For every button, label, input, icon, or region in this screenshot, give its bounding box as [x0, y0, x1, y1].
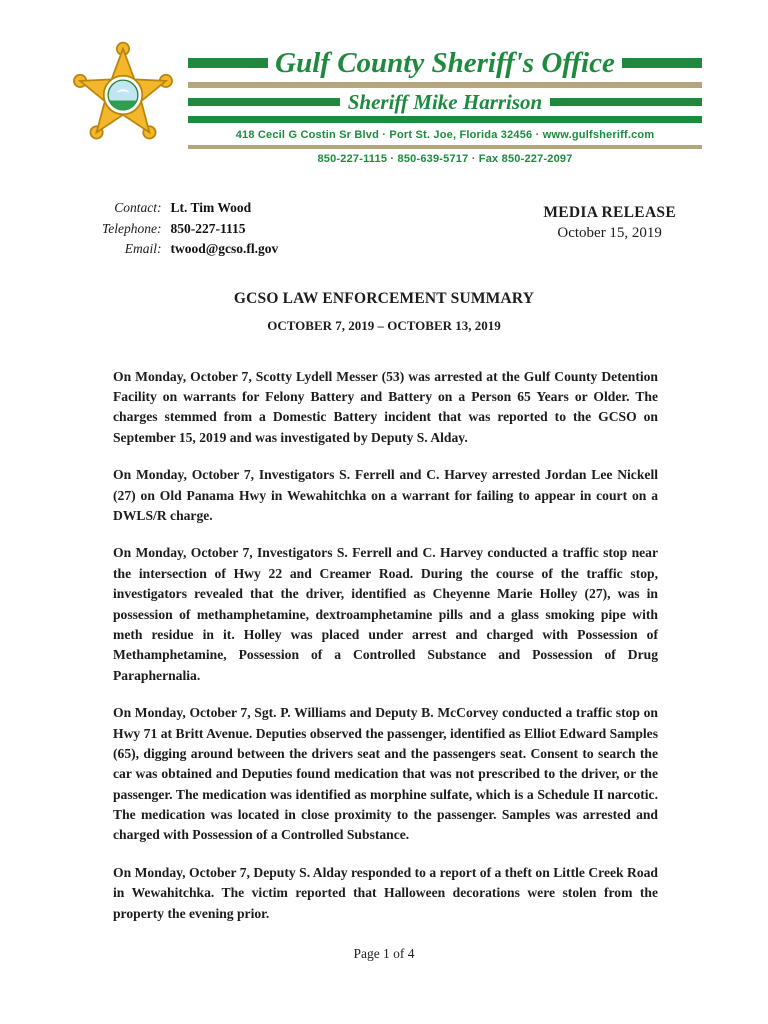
contact-section	[0, 171, 768, 258]
tan-rule	[188, 145, 702, 149]
document-date-range: OCTOBER 7, 2019 – OCTOBER 13, 2019	[267, 317, 501, 333]
org-name: Gulf County Sheriff's Office	[275, 47, 615, 79]
org-title-row	[188, 48, 702, 78]
letterhead-text	[188, 40, 702, 166]
document-body	[0, 334, 768, 924]
tan-stripe	[188, 82, 702, 88]
email-label: Email:	[124, 241, 162, 257]
page-number: Page 1 of 4	[353, 946, 415, 961]
sheriff-star-badge-icon	[68, 40, 178, 171]
body-paragraph: On Monday, October 7, Investigators S. Ferrell and C. Harvey arrested Jordan Lee Nickell (27) on Old Panama Hwy in Wewahitchka on a warrant for failing to appear in court on a DWLS/R charge.	[113, 467, 658, 523]
body-paragraph: On Monday, October 7, Investigators S. Ferrell and C. Harvey conducted a traffic stop near the intersection of Hwy 22 and Creamer Road. During the course of the traffic stop, investigators revealed that the driver, identified as Cheyenne Marie Holley (27), was in possession of methamphetamine, dextroamphetamine pills and a glass smoking pipe with meth residue in it. Holley was placed under arrest and charged with Possession of Methamphetamine, Possession of a Controlled Substance and Possession of Drug Paraphernalia.	[113, 545, 658, 683]
green-rule-left	[188, 58, 268, 68]
green-rule-right	[622, 58, 702, 68]
media-release-block	[543, 199, 676, 242]
phone-line: 850-227-1115 · 850-639-5717 · Fax 850-227-2097	[317, 153, 573, 166]
body-paragraph: On Monday, October 7, Deputy S. Alday responded to a report of a theft on Little Creek Road in Wewahitchka. The victim reported that Halloween decorations were stolen from the property the evening prior.	[113, 864, 658, 921]
contact-label: Contact:	[114, 200, 162, 215]
telephone-label: Telephone:	[102, 220, 162, 236]
green-rule-right-2	[550, 98, 702, 106]
sheriff-name: Sheriff Mike Harrison	[347, 90, 543, 115]
green-stripe	[188, 116, 702, 123]
document-title: GCSO LAW ENFORCEMENT SUMMARY	[233, 289, 535, 307]
green-rule-left-2	[188, 98, 340, 106]
body-paragraph: On Monday, October 7, Scotty Lydell Messer (53) was arrested at the Gulf County Detention Facility on warrants for Felony Battery and Battery on a Person 65 Years or Older. The charges stemmed from a Domestic Battery incident that was reported to the GCSO on September 15, 2019 and was investigated by Deputy S. Alday.	[113, 368, 658, 445]
letterhead	[0, 0, 768, 171]
email-value: twood@gcso.fl.gov	[170, 241, 279, 257]
sheriff-name-row	[188, 91, 702, 113]
contact-block	[102, 199, 278, 258]
document-heading	[0, 290, 768, 334]
address-line: 418 Cecil G Costin Sr Blvd · Port St. Joe, Florida 32456 · www.gulfsheriff.com	[235, 129, 655, 142]
telephone-value: 850-227-1115	[170, 220, 246, 236]
media-release-date: October 15, 2019	[557, 225, 662, 241]
media-release-label: MEDIA RELEASE	[543, 204, 676, 221]
body-paragraph: On Monday, October 7, Sgt. P. Williams and Deputy B. McCorvey conducted a traffic stop on Hwy 71 at Britt Avenue. Deputies observed the passenger, identified as Elliot Edward Samples (65), digging around between the drivers seat and the passengers seat. Consent to search the car was obtained and Deputies found medication that was not prescribed to the driver, or the passenger. The medication was identified as morphine sulfate, which is a Schedule II narcotic. The medication was located in close proximity to the passenger. Samples was arrested and charged with Possession of a Controlled Substance.	[113, 705, 658, 843]
contact-value: Lt. Tim Wood	[170, 200, 252, 215]
